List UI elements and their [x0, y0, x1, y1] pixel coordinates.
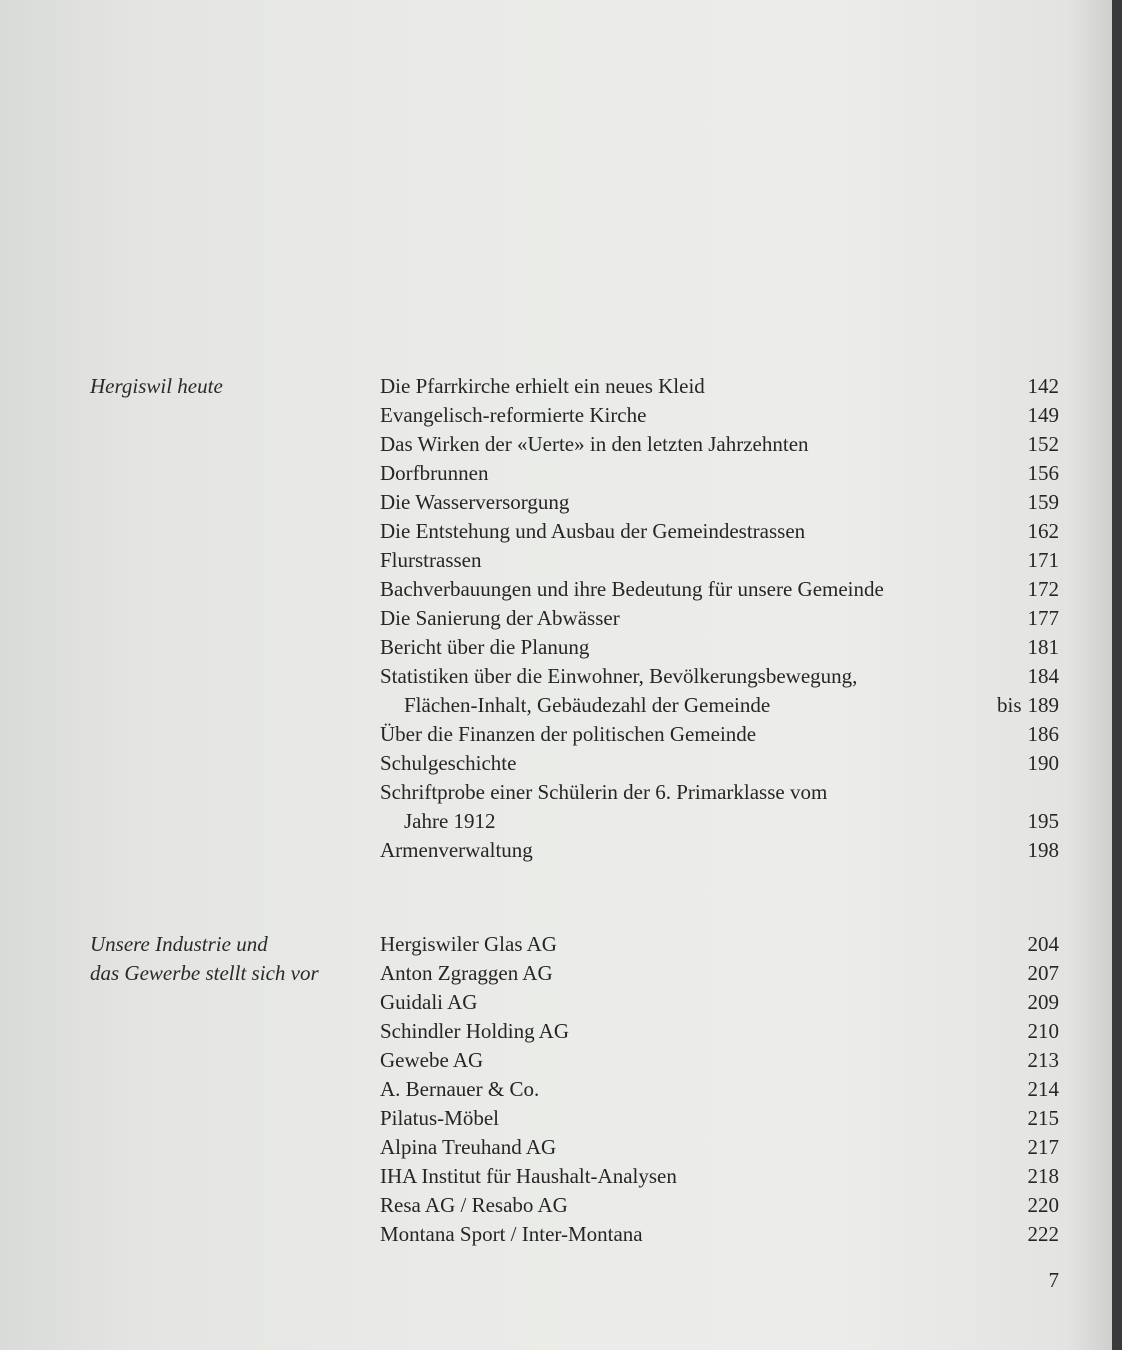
toc-entry-title: Dorfbrunnen [380, 461, 489, 485]
toc-entry-page [1028, 1104, 1060, 1133]
toc-entry-page [1028, 1133, 1060, 1162]
page-ref: 184 [1027, 664, 1059, 688]
toc-entry-title: A. Bernauer & Co. [380, 1077, 540, 1101]
page-range-prefix: bis [996, 693, 1022, 717]
toc-entry [0, 1133, 1112, 1162]
page-ref: 220 [1027, 1193, 1059, 1217]
page-ref: 189 [1027, 693, 1059, 717]
toc-entry [0, 1017, 1112, 1046]
page-ref: 213 [1027, 1048, 1059, 1072]
toc-entry-page [1028, 430, 1060, 459]
toc-entry-page [1028, 930, 1060, 959]
toc-entry-page [1028, 1191, 1060, 1220]
toc-entry [0, 430, 1112, 459]
page-ref: 198 [1027, 838, 1059, 862]
toc-entry [0, 488, 1112, 517]
page-ref: 195 [1027, 809, 1059, 833]
toc-entry-page [1028, 372, 1060, 401]
toc-entry [0, 1191, 1112, 1220]
toc-entry-page [1028, 1046, 1060, 1075]
toc-entry-title: Bachverbauungen und ihre Bedeutung für unsere Gemeinde [380, 577, 884, 601]
toc-entry-page [1028, 1162, 1060, 1191]
page-ref: 209 [1027, 990, 1059, 1014]
toc-entry [0, 691, 1112, 720]
page-ref: 177 [1027, 606, 1059, 630]
toc-entry-page [1028, 662, 1060, 691]
toc-entry-title: Resa AG / Resabo AG [380, 1193, 568, 1217]
toc-entry-page [997, 691, 1059, 720]
toc-entry [0, 807, 1112, 836]
toc-entry [0, 959, 1112, 988]
toc-entry-page [1028, 988, 1060, 1017]
toc-entry-title: Pilatus-Möbel [380, 1106, 499, 1130]
page-ref: 142 [1027, 374, 1059, 398]
toc-entry-title: Die Entstehung und Ausbau der Gemeindestrassen [380, 519, 806, 543]
page-ref: 186 [1027, 722, 1059, 746]
toc-entry-page [1028, 1220, 1060, 1249]
page-ref: 215 [1027, 1106, 1059, 1130]
toc-entry-title: Das Wirken der «Uerte» in den letzten Jahrzehnten [380, 432, 809, 456]
toc-entry [0, 633, 1112, 662]
toc-entry [0, 930, 1112, 959]
toc-entry [0, 575, 1112, 604]
toc-entry-title: Schindler Holding AG [380, 1019, 569, 1043]
page-ref: 190 [1027, 751, 1059, 775]
toc-entry-title: Schulgeschichte [380, 751, 517, 775]
page-ref: 172 [1027, 577, 1059, 601]
toc-entries [0, 372, 1112, 865]
toc-entry-title: Evangelisch-reformierte Kirche [380, 403, 647, 427]
toc-entry-page [1028, 749, 1060, 778]
page-ref: 210 [1027, 1019, 1059, 1043]
toc-entry [0, 1046, 1112, 1075]
toc-entry [0, 459, 1112, 488]
toc-entry-page [1028, 546, 1060, 575]
toc-entry [0, 1104, 1112, 1133]
toc-section-industrie-gewerbe [0, 930, 1112, 1249]
toc-entry [0, 836, 1112, 865]
page-ref: 204 [1027, 932, 1059, 956]
page-ref: 162 [1027, 519, 1059, 543]
toc-entry [0, 1220, 1112, 1249]
toc-entry-title: Armenverwaltung [380, 838, 533, 862]
toc-entry [0, 401, 1112, 430]
page-number: 7 [1048, 1268, 1059, 1292]
toc-entry [0, 604, 1112, 633]
toc-entry [0, 749, 1112, 778]
toc-entry-title: Hergiswiler Glas AG [380, 932, 557, 956]
toc-entry [0, 1162, 1112, 1191]
page-ref: 171 [1027, 548, 1059, 572]
toc-entry-title: Statistiken über die Einwohner, Bevölkerungsbewegung, [380, 664, 858, 688]
page-ref: 217 [1027, 1135, 1059, 1159]
toc-entry-page [1028, 807, 1060, 836]
page-ref: 222 [1027, 1222, 1059, 1246]
toc-entry [0, 662, 1112, 691]
toc-entry-title: IHA Institut für Haushalt-Analysen [380, 1164, 677, 1188]
section-title-line: Unsere Industrie und [90, 932, 268, 956]
toc-entry-page [1028, 575, 1060, 604]
toc-entry-page [1028, 488, 1060, 517]
toc-entry-title: Über die Finanzen der politischen Gemeinde [380, 722, 757, 746]
toc-entry-page [1028, 1017, 1060, 1046]
toc-entry-title: Die Wasserversorgung [380, 490, 570, 514]
toc-entry-title: Flächen-Inhalt, Gebäudezahl der Gemeinde [404, 693, 771, 717]
page-ref: 152 [1027, 432, 1059, 456]
toc-entry-page [1028, 459, 1060, 488]
toc-entry-title: Jahre 1912 [404, 809, 496, 833]
section-title-line: das Gewerbe stellt sich vor [90, 961, 319, 985]
toc-entry-title: Bericht über die Planung [380, 635, 590, 659]
toc-entry-title: Gewebe AG [380, 1048, 484, 1072]
toc-entry-title: Flurstrassen [380, 548, 482, 572]
toc-entry [0, 372, 1112, 401]
page-ref: 159 [1027, 490, 1059, 514]
page-ref: 181 [1027, 635, 1059, 659]
toc-entries [0, 930, 1112, 1249]
page-ref: 156 [1027, 461, 1059, 485]
toc-entry-page [1028, 959, 1060, 988]
toc-entry-title: Die Sanierung der Abwässer [380, 606, 620, 630]
toc-entry [0, 517, 1112, 546]
toc-entry-page [1028, 517, 1060, 546]
toc-entry-page [1028, 720, 1060, 749]
toc-entry-page [1028, 633, 1060, 662]
toc-entry-title: Alpina Treuhand AG [380, 1135, 557, 1159]
toc-entry-title: Die Pfarrkirche erhielt ein neues Kleid [380, 374, 705, 398]
page-ref: 207 [1027, 961, 1059, 985]
toc-entry [0, 988, 1112, 1017]
page-ref: 218 [1027, 1164, 1059, 1188]
page-ref: 149 [1027, 403, 1059, 427]
toc-section-hergiswil-heute [0, 372, 1112, 865]
toc-entry [0, 546, 1112, 575]
toc-entry-page [1028, 401, 1060, 430]
toc-entry [0, 778, 1112, 807]
page-ref: 214 [1027, 1077, 1059, 1101]
toc-entry-title: Schriftprobe einer Schülerin der 6. Primarklasse vom [380, 780, 828, 804]
toc-entry-title: Montana Sport / Inter-Montana [380, 1222, 643, 1246]
toc-entry-page [1028, 836, 1060, 865]
toc-entry-page [1028, 1075, 1060, 1104]
toc-entry-title: Anton Zgraggen AG [380, 961, 553, 985]
toc-entry [0, 1075, 1112, 1104]
toc-entry [0, 720, 1112, 749]
section-title-line: Hergiswil heute [90, 374, 223, 398]
toc-entry-page [1028, 604, 1060, 633]
toc-entry-title: Guidali AG [380, 990, 478, 1014]
